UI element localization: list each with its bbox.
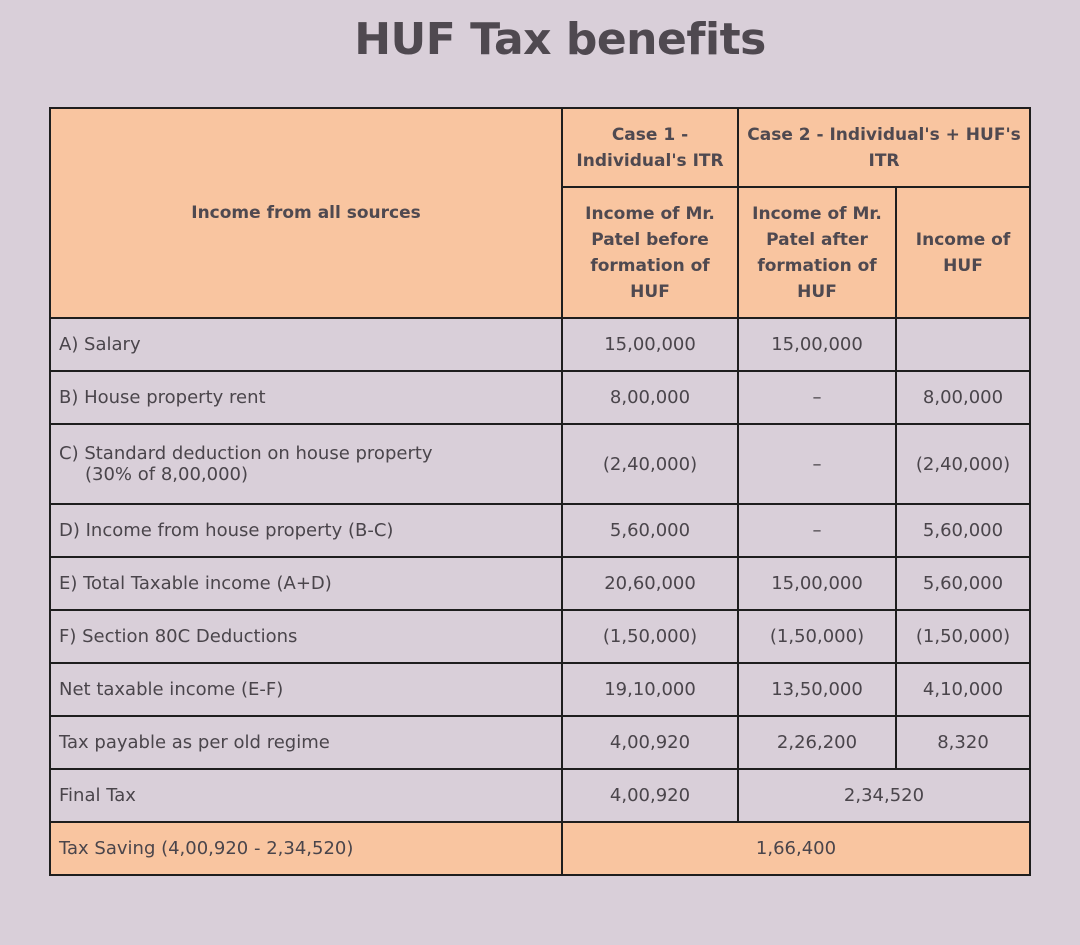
row-label: D) Income from house property (B-C) — [50, 504, 562, 557]
case1-value: 20,60,000 — [562, 557, 738, 610]
row-label: C) Standard deduction on house property — [59, 443, 433, 464]
case1-value: 15,00,000 — [562, 318, 738, 371]
case2-individual-value: – — [738, 424, 896, 504]
tax-saving-value: 1,66,400 — [562, 822, 1030, 875]
row-label: A) Salary — [50, 318, 562, 371]
case1-value: (1,50,000) — [562, 610, 738, 663]
case2-huf-value: 8,320 — [896, 716, 1030, 769]
row-label: F) Section 80C Deductions — [50, 610, 562, 663]
case2-huf-value: (2,40,000) — [896, 424, 1030, 504]
case2-huf-value: 5,60,000 — [896, 557, 1030, 610]
final-tax-row — [50, 769, 1030, 822]
case2-huf-value: 8,00,000 — [896, 371, 1030, 424]
tax-saving-row — [50, 822, 1030, 875]
table-row — [50, 663, 1030, 716]
row-label: E) Total Taxable income (A+D) — [50, 557, 562, 610]
tax-saving-label: Tax Saving (4,00,920 - 2,34,520) — [50, 822, 562, 875]
page-title: HUF Tax benefits — [354, 14, 766, 65]
final-tax-label: Final Tax — [50, 769, 562, 822]
table-row — [50, 504, 1030, 557]
case1-value: 5,60,000 — [562, 504, 738, 557]
table-row — [50, 371, 1030, 424]
table-row — [50, 424, 1030, 504]
case2-individual-value: 13,50,000 — [738, 663, 896, 716]
row-label: Tax payable as per old regime — [50, 716, 562, 769]
case2-header: Case 2 - Individual's + HUF's ITR — [738, 108, 1030, 187]
case2-individual-value: – — [738, 504, 896, 557]
row-label-cell — [50, 424, 562, 504]
final-tax-case2: 2,34,520 — [738, 769, 1030, 822]
case1-value: 8,00,000 — [562, 371, 738, 424]
case2-individual-value: (1,50,000) — [738, 610, 896, 663]
case2-individual-value: 15,00,000 — [738, 318, 896, 371]
case2-huf-value: 4,10,000 — [896, 663, 1030, 716]
case2-huf-value — [896, 318, 1030, 371]
table-row — [50, 716, 1030, 769]
case2-individual-value: – — [738, 371, 896, 424]
case1-value: (2,40,000) — [562, 424, 738, 504]
case1-value: 19,10,000 — [562, 663, 738, 716]
case1-subheader: Income of Mr. Patel before formation of HUF — [562, 187, 738, 318]
row-label: Net taxable income (E-F) — [50, 663, 562, 716]
case2-individual-value: 15,00,000 — [738, 557, 896, 610]
case2-individual-subheader: Income of Mr. Patel after formation of HUF — [738, 187, 896, 318]
case2-huf-value: (1,50,000) — [896, 610, 1030, 663]
final-tax-case1: 4,00,920 — [562, 769, 738, 822]
income-sources-header: Income from all sources — [50, 108, 562, 318]
case1-value: 4,00,920 — [562, 716, 738, 769]
row-label-detail: (30% of 8,00,000) — [85, 464, 249, 485]
row-label: B) House property rent — [50, 371, 562, 424]
huf-tax-table — [49, 107, 1031, 876]
table-row — [50, 318, 1030, 371]
table-row — [50, 610, 1030, 663]
case1-header: Case 1 - Individual's ITR — [562, 108, 738, 187]
case2-individual-value: 2,26,200 — [738, 716, 896, 769]
case2-huf-value: 5,60,000 — [896, 504, 1030, 557]
table-row — [50, 557, 1030, 610]
case2-huf-subheader: Income of HUF — [896, 187, 1030, 318]
